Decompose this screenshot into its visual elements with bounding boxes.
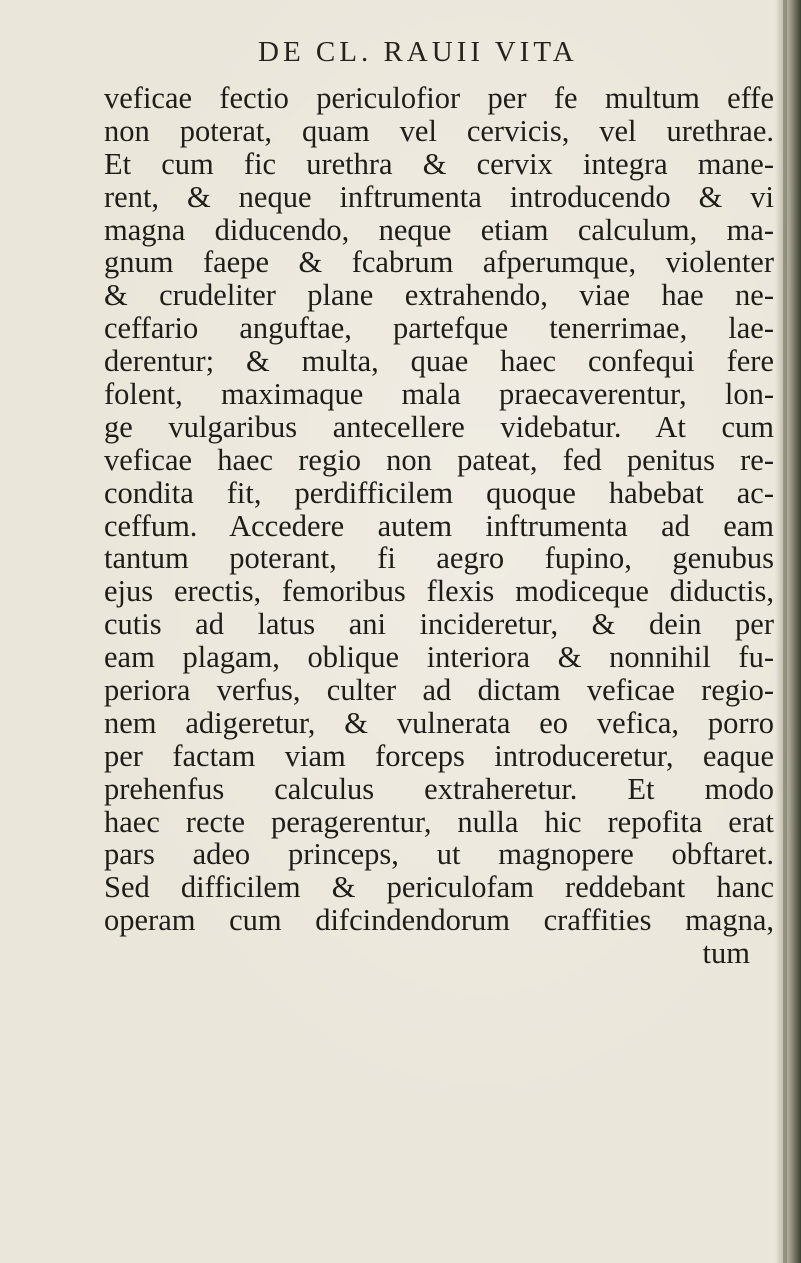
catchword: tum [702, 936, 750, 971]
text-line: gnum faepe & fcabrum afperumque, violenter [104, 245, 774, 280]
running-head: DE CL. RAUII VITA [258, 36, 578, 68]
text-line: derentur; & multa, quae haec confequi fere [104, 344, 774, 379]
text-line: Sed difficilem & periculofam reddebant hanc [104, 870, 774, 905]
text-line: magna diducendo, neque etiam calculum, ma- [104, 212, 774, 247]
text-line: eam plagam, oblique interiora & nonnihil fu- [104, 640, 774, 675]
text-line: ejus erectis, femoribus flexis modiceque diductis, [104, 574, 774, 609]
text-line: Et cum fic urethra & cervix integra mane- [104, 146, 774, 181]
text-line: haec recte peragerentur, nulla hic repofita erat [104, 804, 774, 839]
text-line: ceffario anguftae, partefque tenerrimae, lae- [104, 311, 774, 346]
text-line: non poterat, quam vel cervicis, vel urethrae. [104, 113, 774, 148]
text-line: veficae haec regio non pateat, fed penitus re- [104, 442, 774, 477]
page-edge-line [783, 0, 787, 1263]
text-line: condita fit, perdifficilem quoque habebat ac- [104, 475, 774, 510]
text-line: veficae fectio periculofior per fe multum effe [104, 81, 774, 115]
text-line: folent, maximaque mala praecaverentur, lon- [104, 377, 774, 412]
page-edge-shadow [775, 0, 801, 1263]
text-line: operam cum difcindendorum craffities magna, [104, 903, 774, 938]
text-line: ceffum. Accedere autem inftrumenta ad eam [104, 508, 774, 543]
text-line: tantum poterant, fi aegro fupino, genubus [104, 541, 774, 576]
text-line: cutis ad latus ani incideretur, & dein per [104, 607, 774, 642]
text-line: & crudeliter plane extrahendo, viae hae ne- [104, 278, 774, 313]
text-line: per factam viam forceps introduceretur, eaque [104, 738, 774, 773]
text-line: ge vulgaribus antecellere videbatur. At cum [104, 409, 774, 444]
text-line: prehenfus calculus extraheretur. Et modo [104, 771, 774, 806]
text-line: periora verfus, culter ad dictam veficae regio- [104, 673, 774, 708]
text-line: nem adigeretur, & vulnerata eo vefica, porro [104, 705, 774, 740]
text-line: pars adeo princeps, ut magnopere obftaret. [104, 837, 774, 872]
body-text [104, 82, 774, 970]
text-line: rent, & neque inftrumenta introducendo & vi [104, 179, 774, 214]
